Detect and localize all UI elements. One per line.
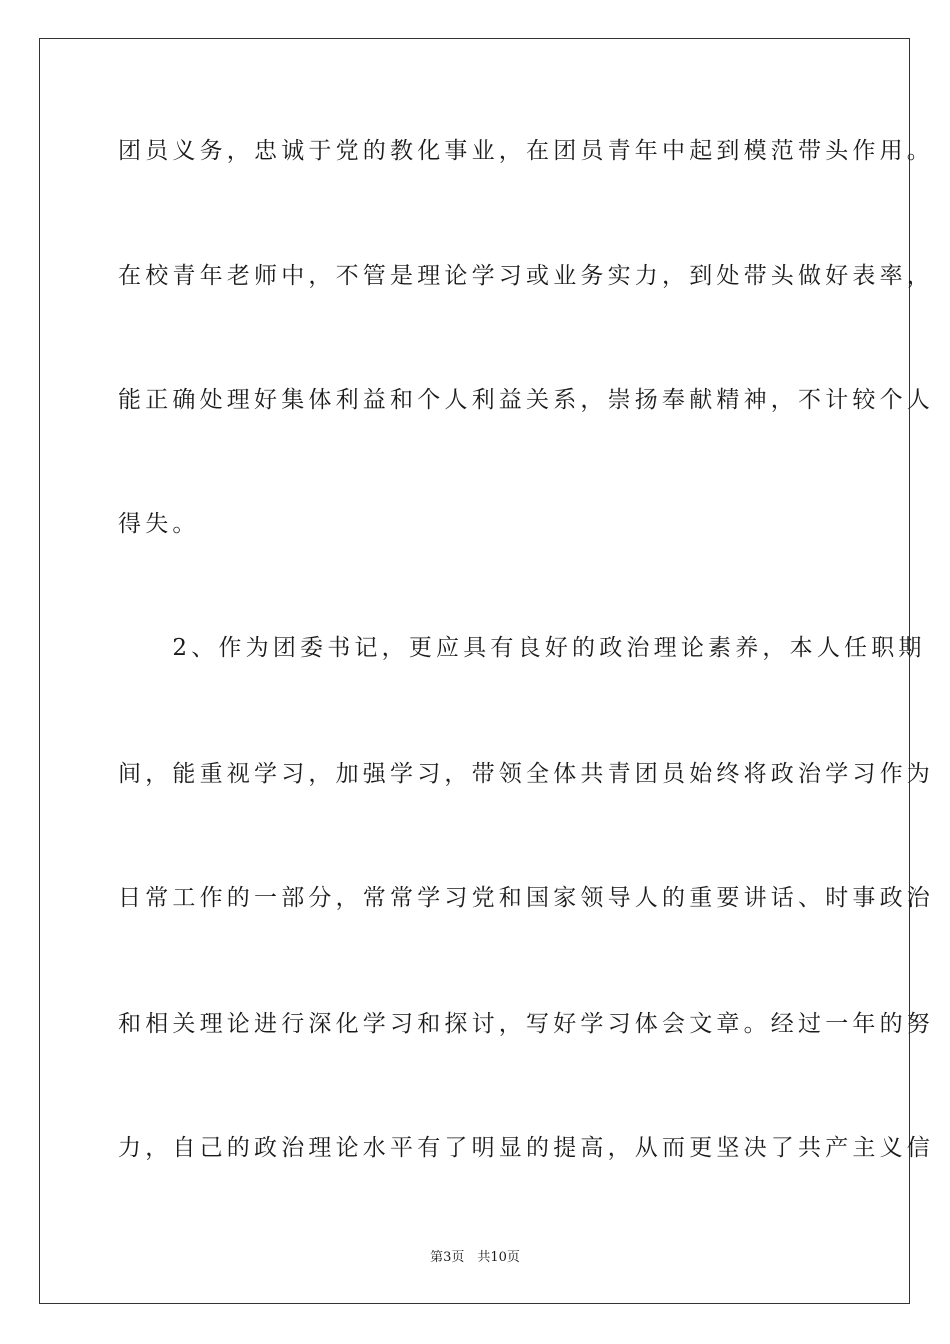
body-text-line: 和相关理论进行深化学习和探讨，写好学习体会文章。经过一年的努	[118, 1011, 934, 1037]
page-border	[39, 38, 934, 1304]
body-text-line: 能正确处理好集体利益和个人利益关系，崇扬奉献精神，不计较个人	[118, 387, 934, 413]
body-text-line: 在校青年老师中，不管是理论学习或业务实力，到处带头做好表率，	[118, 263, 934, 289]
body-text-line: 得失。	[118, 511, 200, 537]
body-text-line: 力，自己的政治理论水平有了明显的提高，从而更坚决了共产主义信	[118, 1135, 934, 1161]
page-number-footer: 第3页 共10页	[430, 1250, 520, 1265]
body-text-line: 2、作为团委书记，更应具有良好的政治理论素养，本人任职期	[118, 635, 926, 661]
body-text-line: 日常工作的一部分，常常学习党和国家领导人的重要讲话、时事政治	[118, 885, 934, 911]
body-text-line: 团员义务，忠诚于党的教化事业，在团员青年中起到模范带头作用。	[118, 138, 934, 164]
body-text-line: 间，能重视学习，加强学习，带领全体共青团员始终将政治学习作为	[118, 761, 934, 787]
